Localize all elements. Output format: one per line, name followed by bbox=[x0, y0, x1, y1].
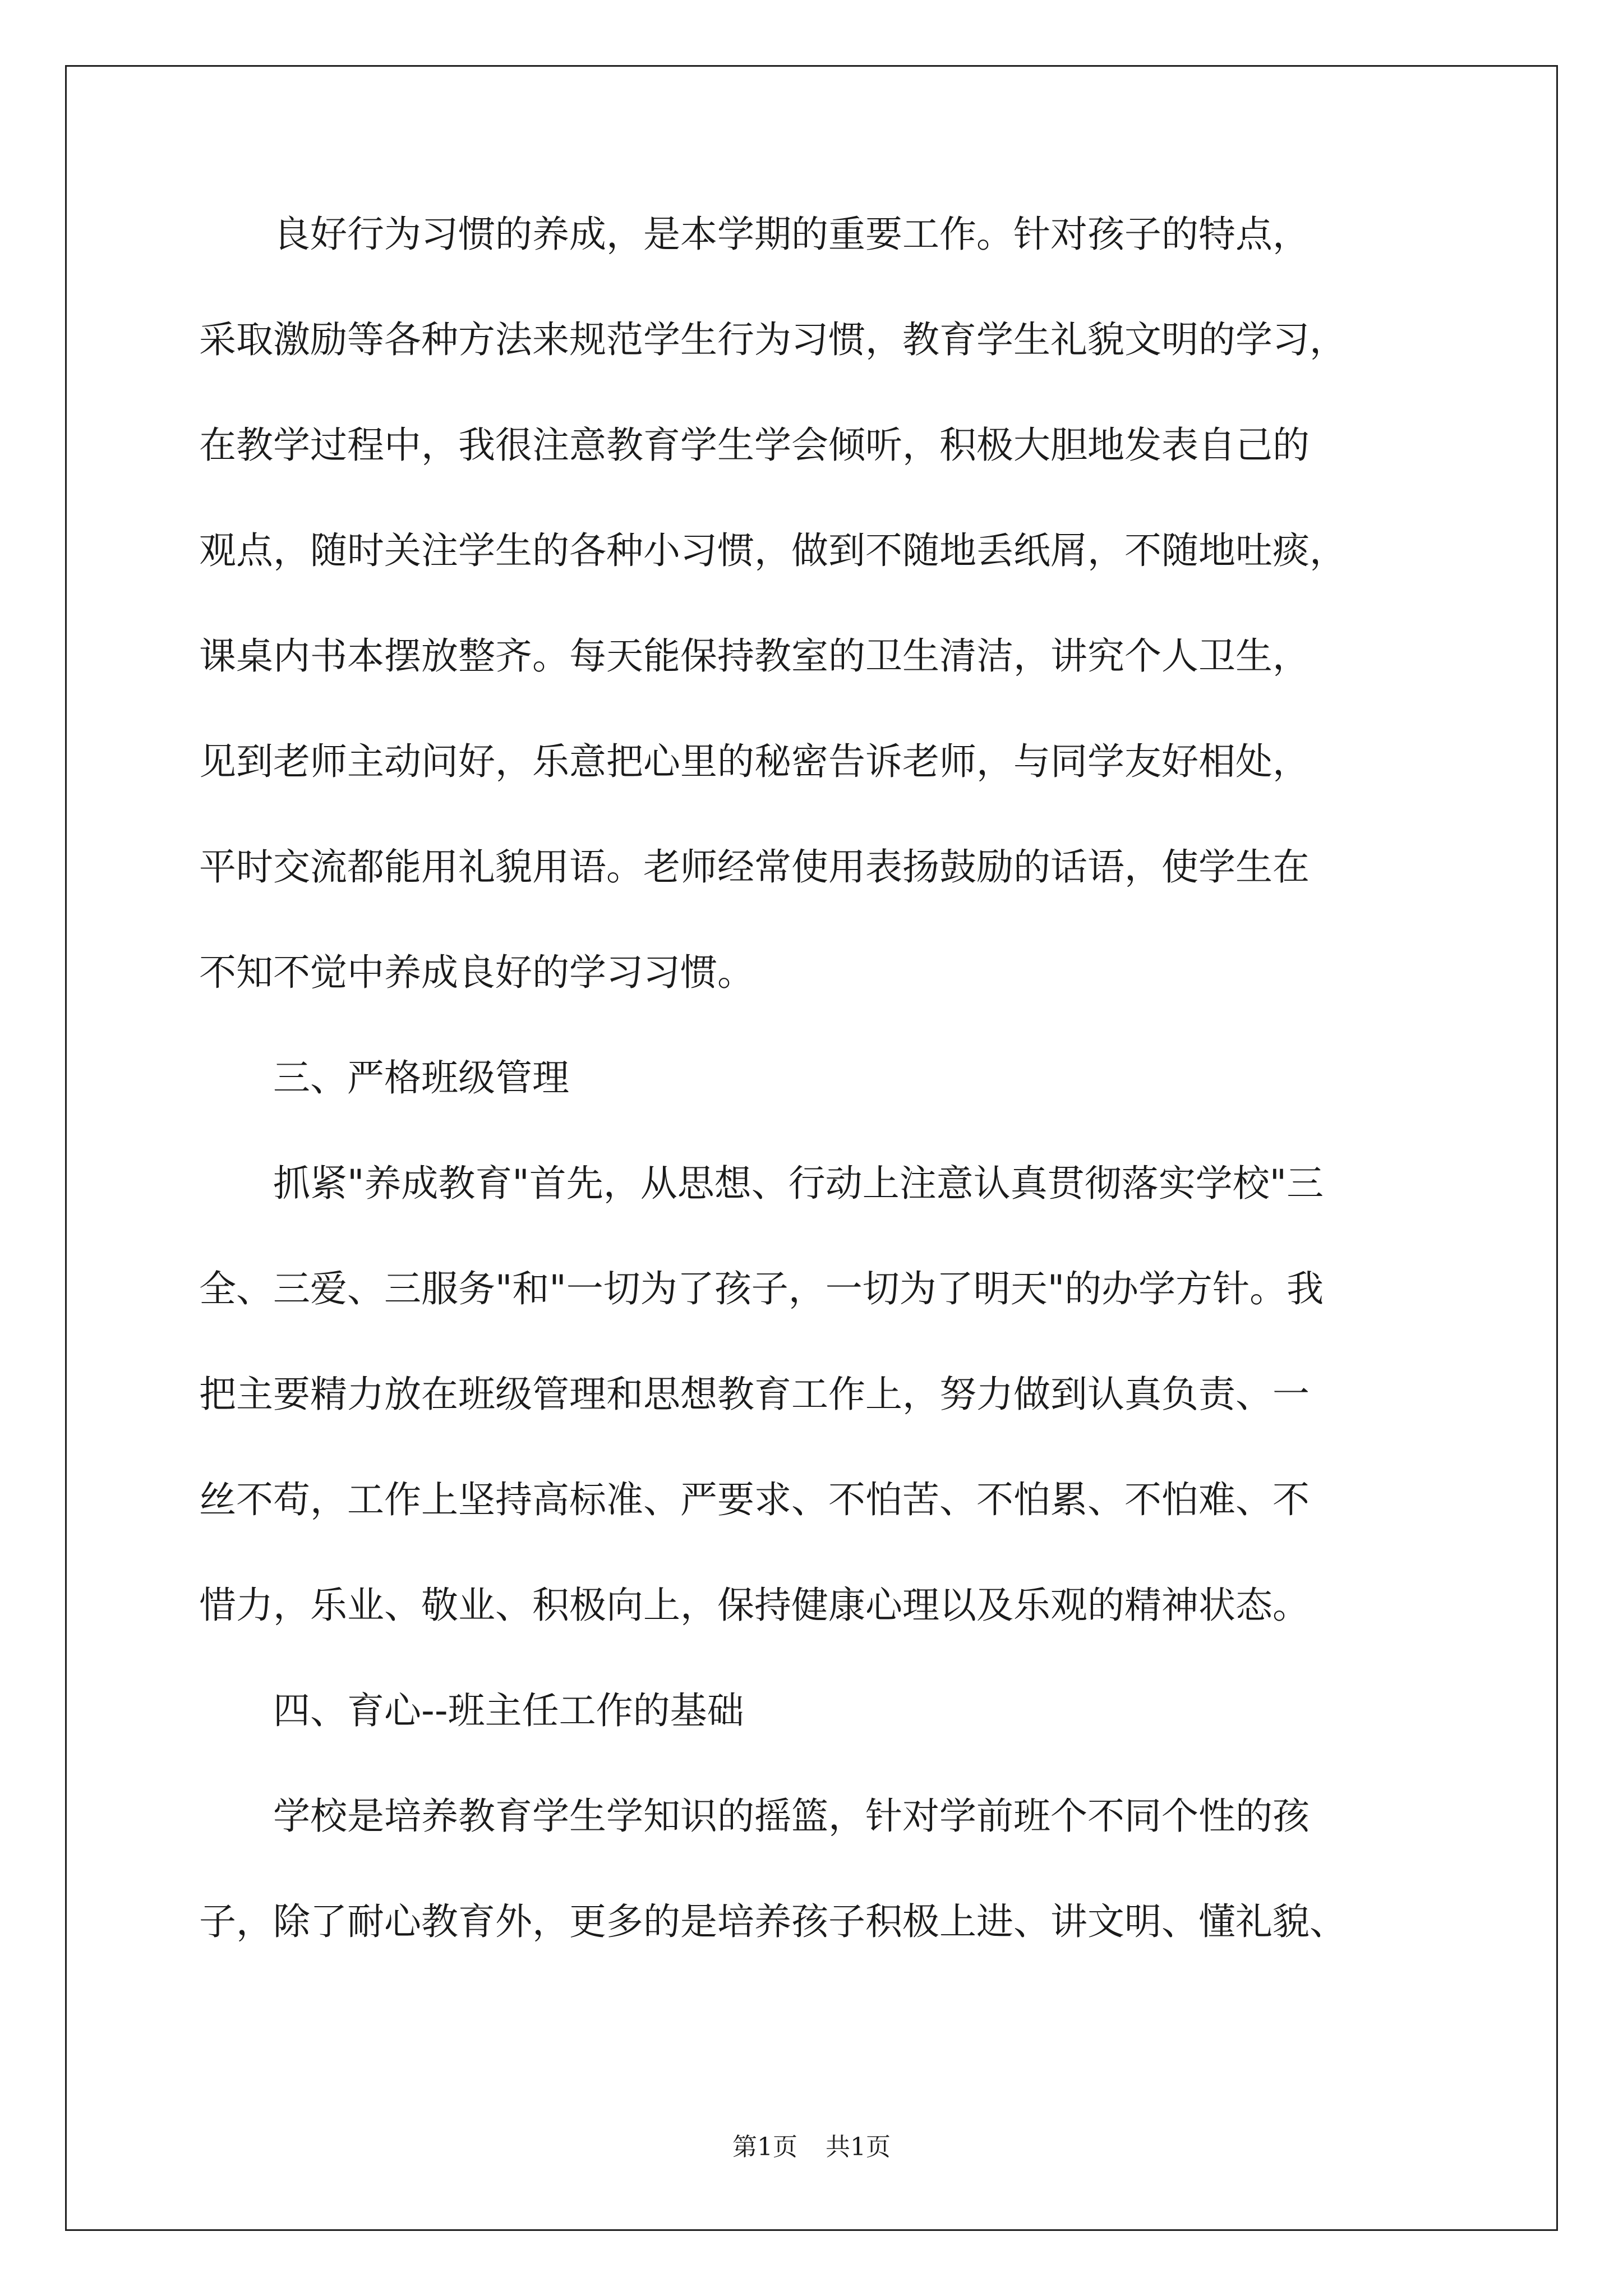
paragraph-line: 子，除了耐心教育外，更多的是培养孩子积极上进、讲文明、懂礼貌、 bbox=[199, 1900, 1347, 1943]
paragraph-line: 良好行为习惯的养成，是本学期的重要工作。针对孩子的特点， bbox=[199, 213, 1310, 256]
page-total: 共1页 bbox=[826, 2133, 891, 2161]
paragraph-line: 学校是培养教育学生学知识的摇篮，针对学前班个不同个性的孩 bbox=[199, 1795, 1310, 1838]
paragraph-line: 不知不觉中养成良好的学习习惯。 bbox=[199, 951, 754, 994]
paragraph-line: 把主要精力放在班级管理和思想教育工作上，努力做到认真负责、一 bbox=[199, 1373, 1310, 1416]
paragraph-line: 观点，随时关注学生的各种小习惯，做到不随地丢纸屑，不随地吐痰， bbox=[199, 529, 1347, 572]
section-heading: 三、严格班级管理 bbox=[199, 1056, 569, 1099]
paragraph-line: 全、三爱、三服务"和"一切为了孩子，一切为了明天"的办学方针。我 bbox=[199, 1267, 1324, 1310]
page-number: 第1页 bbox=[732, 2133, 797, 2161]
paragraph-line: 惜力，乐业、敬业、积极向上，保持健康心理以及乐观的精神状态。 bbox=[199, 1584, 1310, 1627]
paragraph-line: 见到老师主动问好，乐意把心里的秘密告诉老师，与同学友好相处， bbox=[199, 740, 1310, 783]
paragraph-line: 抓紧"养成教育"首先，从思想、行动上注意认真贯彻落实学校"三 bbox=[199, 1162, 1324, 1205]
paragraph-line: 在教学过程中，我很注意教育学生学会倾听，积极大胆地发表自己的 bbox=[199, 424, 1310, 467]
paragraph-line: 采取激励等各种方法来规范学生行为习惯，教育学生礼貌文明的学习， bbox=[199, 318, 1347, 361]
paragraph-line: 课桌内书本摆放整齐。每天能保持教室的卫生清洁，讲究个人卫生， bbox=[199, 634, 1310, 678]
paragraph-line: 丝不苟，工作上坚持高标准、严要求、不怕苦、不怕累、不怕难、不 bbox=[199, 1478, 1310, 1521]
section-heading: 四、育心--班主任工作的基础 bbox=[199, 1689, 744, 1732]
page-footer bbox=[0, 2131, 1623, 2164]
paragraph-line: 平时交流都能用礼貌用语。老师经常使用表扬鼓励的话语，使学生在 bbox=[199, 845, 1310, 889]
